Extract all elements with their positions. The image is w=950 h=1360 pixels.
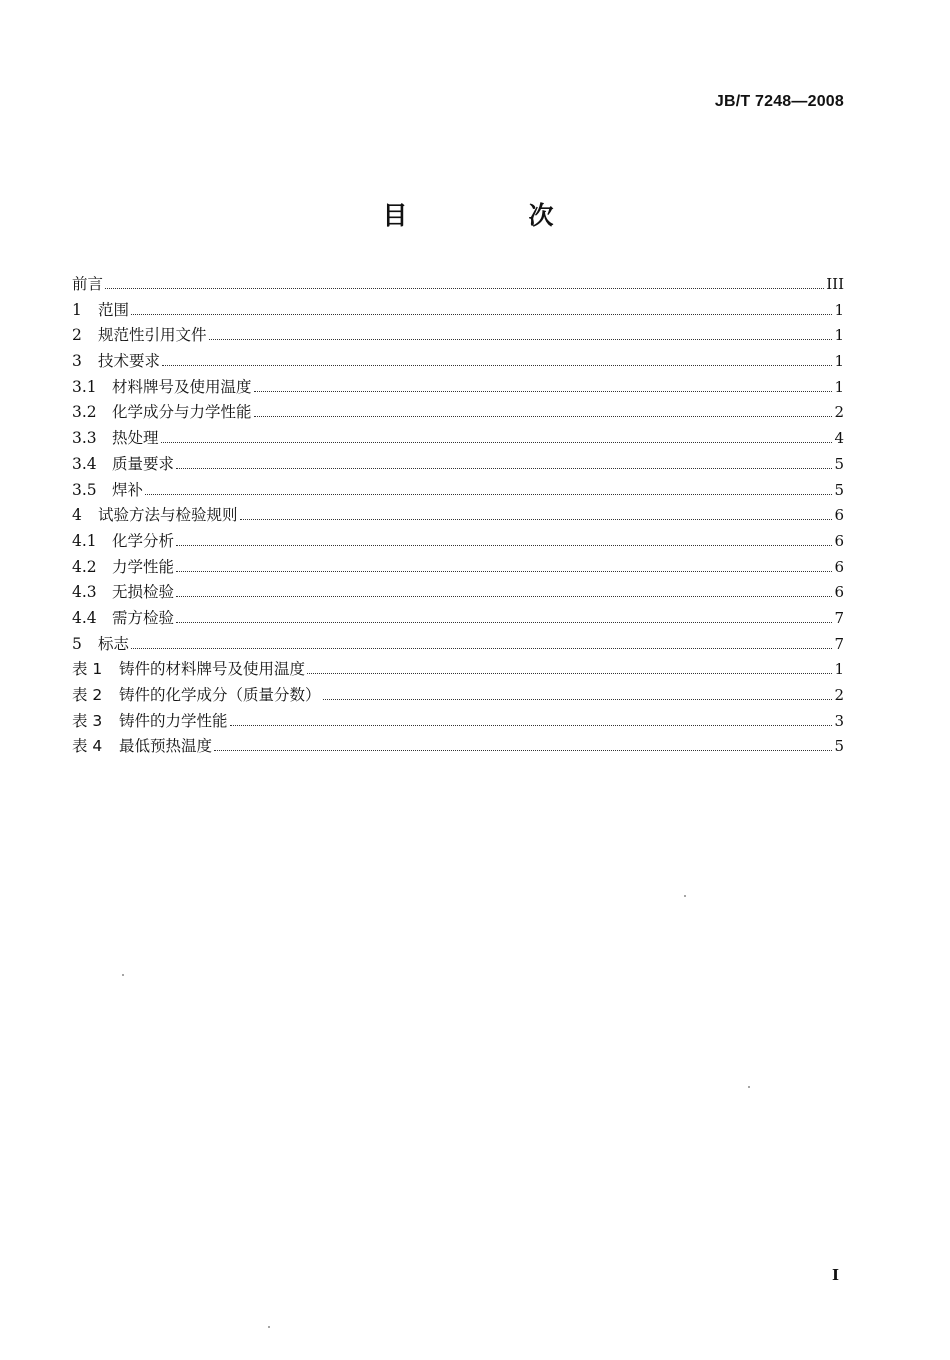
toc-entry-label: 化学分析 (112, 531, 175, 550)
toc-entry-number: 表 4 (72, 737, 103, 756)
dot-leader (323, 698, 833, 700)
toc-entry-number: 3 (72, 352, 82, 371)
toc-entry-label: 热处理 (112, 429, 159, 448)
toc-entry-3-1[interactable] (72, 375, 844, 401)
dot-leader (161, 441, 833, 443)
toc-entry-number: 3.1 (72, 377, 97, 396)
toc-entry-page: 5 (834, 737, 844, 756)
toc-entry-page: 3 (834, 711, 844, 730)
toc-entry-number: 3.2 (72, 403, 97, 422)
toc-entry-page: 1 (834, 352, 844, 371)
toc-entry-page: 6 (834, 531, 844, 550)
dot-leader (307, 672, 832, 674)
dot-leader (105, 287, 824, 289)
toc-entry-number: 4.3 (72, 583, 97, 602)
scan-speck (122, 974, 124, 976)
toc-entry-label: 力学性能 (112, 557, 175, 576)
toc-entry-4-3[interactable] (72, 580, 844, 606)
dot-leader (176, 595, 832, 597)
dot-leader (254, 415, 833, 417)
toc-entry-label: 焊补 (112, 480, 144, 499)
dot-leader (131, 313, 832, 315)
toc-entry-4-1[interactable] (72, 529, 844, 555)
dot-leader (240, 518, 833, 520)
dot-leader (176, 544, 832, 546)
toc-entry-label: 规范性引用文件 (98, 326, 207, 345)
scan-speck (748, 1086, 750, 1088)
toc-entry-number: 3.3 (72, 429, 97, 448)
toc-entry-table-3[interactable] (72, 709, 844, 735)
toc-entry-page: 1 (834, 377, 844, 396)
toc-entry-number: 2 (72, 326, 82, 345)
toc-entry-page: 5 (834, 454, 844, 473)
toc-entry-3-5[interactable] (72, 478, 844, 504)
toc-entry-label: 最低预热温度 (119, 737, 213, 756)
toc-entry-page: 1 (834, 326, 844, 345)
dot-leader (214, 749, 832, 751)
toc-entry-page: 6 (834, 557, 844, 576)
toc-entry-label: 铸件的材料牌号及使用温度 (119, 660, 306, 679)
toc-entry-number: 3.5 (72, 480, 97, 499)
dot-leader (209, 338, 833, 340)
toc-entry-page: 7 (834, 608, 844, 627)
toc-entry-label: 材料牌号及使用温度 (112, 377, 252, 396)
toc-entry-number: 4.2 (72, 557, 97, 576)
dot-leader (131, 647, 832, 649)
toc-entry-foreword[interactable] (72, 272, 844, 298)
dot-leader (176, 621, 832, 623)
toc-entry-label: 前言 (72, 275, 104, 293)
dot-leader (162, 364, 832, 366)
toc-entry-label: 试验方法与检验规则 (98, 506, 238, 525)
scan-speck (684, 895, 686, 897)
dot-leader (230, 724, 833, 726)
dot-leader (176, 570, 832, 572)
toc-entry-table-4[interactable] (72, 734, 844, 760)
toc-entry-label: 铸件的化学成分（质量分数） (119, 686, 321, 704)
toc-entry-number: 1 (72, 300, 82, 319)
toc-entry-label: 范围 (98, 300, 130, 319)
toc-entry-number: 表 2 (72, 686, 103, 704)
toc-entry-2[interactable] (72, 323, 844, 349)
toc-entry-3-2[interactable] (72, 400, 844, 426)
scan-speck (268, 1326, 270, 1328)
toc-entry-number: 4.4 (72, 608, 97, 627)
standard-code: JB/T 7248—2008 (714, 93, 844, 110)
dot-leader (176, 467, 832, 469)
toc-entry-1[interactable] (72, 298, 844, 324)
toc-entry-page: 2 (834, 403, 844, 422)
toc-entry-page: III (826, 275, 844, 293)
toc-entry-page: 5 (834, 480, 844, 499)
toc-entry-table-1[interactable] (72, 657, 844, 683)
toc-entry-5[interactable] (72, 632, 844, 658)
page-number: I (831, 1266, 839, 1284)
table-of-contents (72, 272, 844, 760)
toc-entry-page: 7 (834, 634, 844, 653)
toc-entry-4[interactable] (72, 503, 844, 529)
dot-leader (145, 493, 832, 495)
toc-entry-number: 4 (72, 506, 82, 525)
toc-entry-label: 无损检验 (112, 583, 175, 602)
toc-entry-label: 需方检验 (112, 608, 175, 627)
toc-entry-number: 5 (72, 634, 82, 653)
toc-entry-number: 表 1 (72, 660, 103, 679)
dot-leader (254, 390, 833, 392)
toc-entry-label: 化学成分与力学性能 (112, 403, 252, 422)
toc-entry-4-2[interactable] (72, 555, 844, 581)
toc-entry-number: 4.1 (72, 531, 97, 550)
toc-entry-page: 1 (834, 300, 844, 319)
toc-entry-label: 质量要求 (112, 454, 175, 473)
toc-entry-label: 标志 (98, 634, 130, 653)
toc-entry-table-2[interactable] (72, 683, 844, 709)
toc-entry-page: 4 (834, 429, 844, 448)
toc-entry-3[interactable] (72, 349, 844, 375)
toc-entry-page: 1 (834, 660, 844, 679)
toc-entry-label: 技术要求 (98, 352, 161, 371)
toc-entry-3-3[interactable] (72, 426, 844, 452)
toc-entry-4-4[interactable] (72, 606, 844, 632)
toc-entry-page: 2 (834, 686, 844, 704)
toc-entry-number: 3.4 (72, 454, 97, 473)
toc-entry-label: 铸件的力学性能 (119, 711, 228, 730)
toc-entry-number: 表 3 (72, 711, 103, 730)
toc-entry-page: 6 (834, 583, 844, 602)
toc-entry-page: 6 (834, 506, 844, 525)
toc-entry-3-4[interactable] (72, 452, 844, 478)
page-title: 目 次 (382, 201, 602, 230)
